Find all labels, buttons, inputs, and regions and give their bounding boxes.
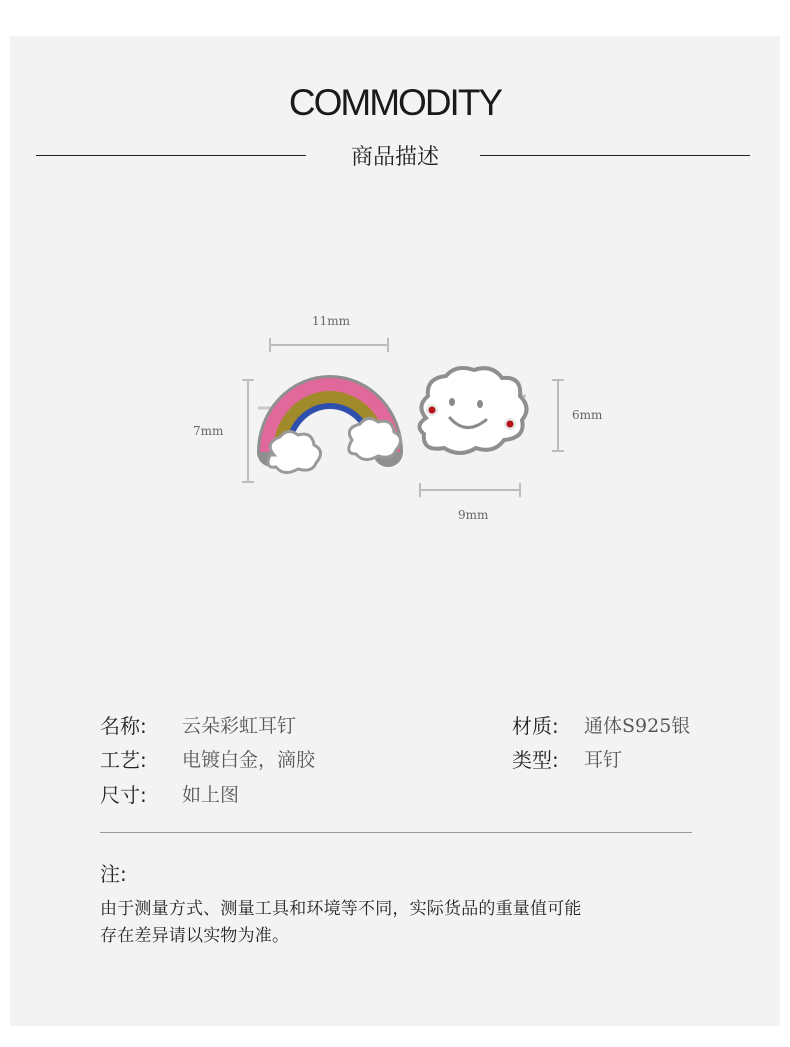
- type-value: 耳钉: [584, 749, 623, 771]
- note-line-2: 存在差异请以实物为准。: [100, 926, 290, 946]
- cloud-width-label: 9mm: [458, 508, 489, 522]
- material-label: 材质:: [512, 714, 559, 738]
- specs-divider: [100, 832, 692, 833]
- type-label: 类型:: [512, 748, 559, 772]
- rainbow-width-label: 11mm: [312, 314, 351, 328]
- name-label: 名称:: [100, 714, 147, 738]
- craft-value: 电镀白金，滴胶: [182, 749, 316, 771]
- size-value: 如上图: [182, 784, 240, 806]
- rainbow-height-label: 7mm: [193, 424, 224, 438]
- rainbow-earring: [258, 390, 401, 473]
- page-title: COMMODITY: [288, 82, 502, 123]
- product-image: [180, 300, 640, 540]
- craft-label: 工艺:: [100, 748, 147, 772]
- section-subtitle: 商品描述: [350, 145, 439, 170]
- material-value: 通体S925银: [584, 715, 691, 737]
- note-title: 注:: [100, 862, 127, 886]
- cloud-earring: [419, 368, 526, 453]
- size-label: 尺寸:: [100, 783, 147, 807]
- title-divider-right: [480, 155, 750, 156]
- earrings-illustration: [180, 300, 640, 540]
- cloud-height-label: 6mm: [572, 408, 603, 422]
- note-line-1: 由于测量方式、测量工具和环境等不同，实际货品的重量值可能: [100, 899, 582, 919]
- name-value: 云朵彩虹耳钉: [182, 715, 297, 737]
